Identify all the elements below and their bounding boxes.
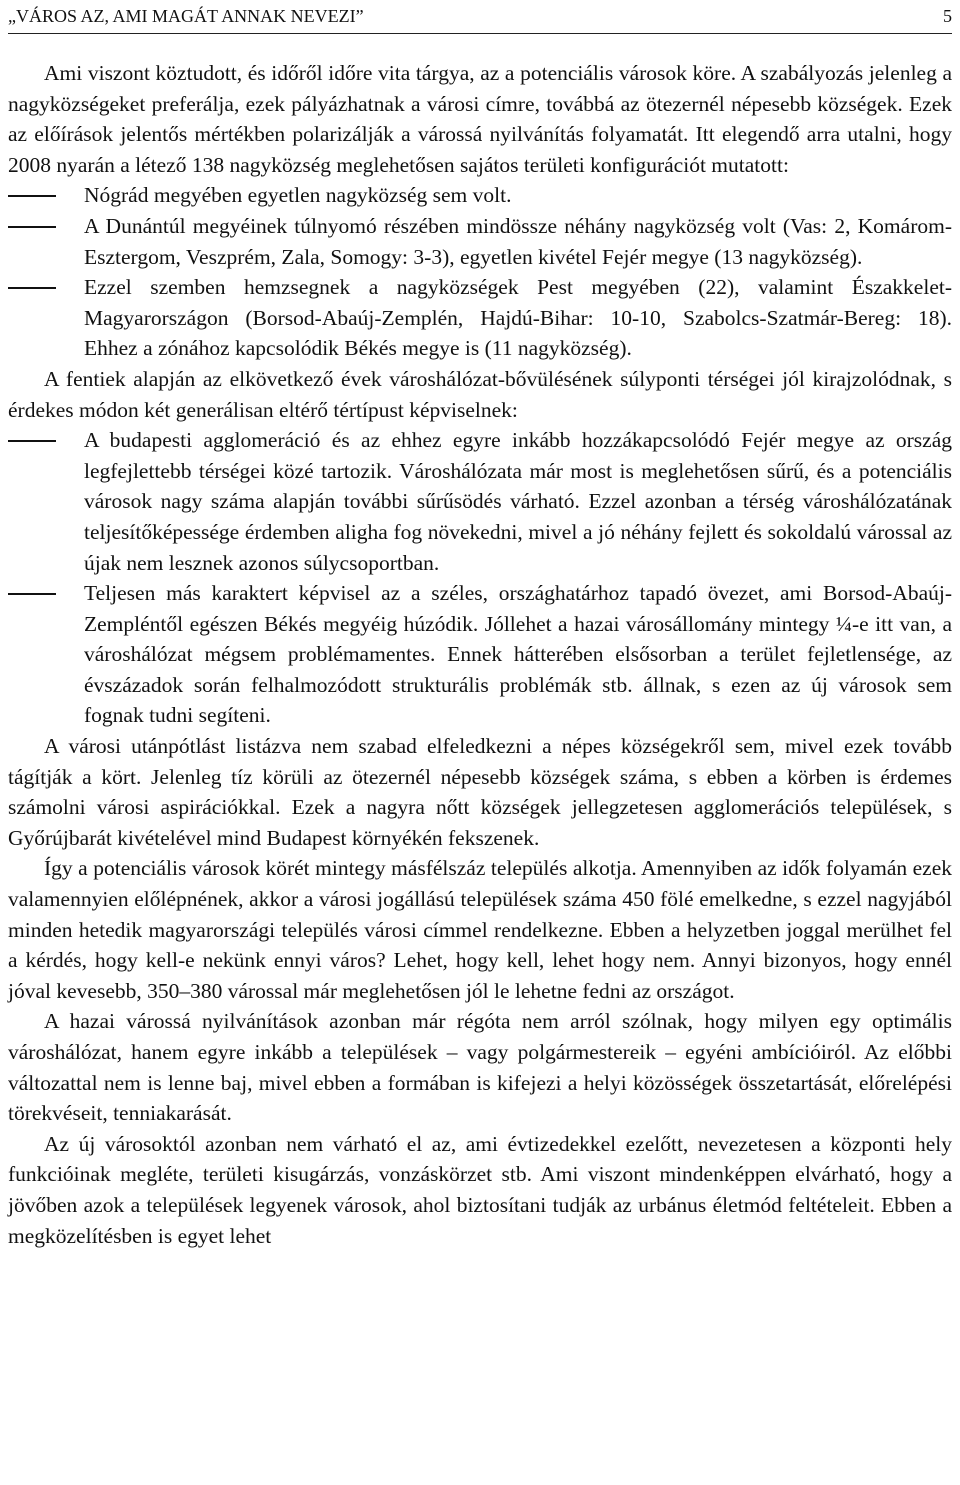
paragraph-4: Így a potenciális városok körét mintegy másfélszáz település alkotja. Amennyiben az idők folyamán ezek valamennyien előlépnének, akkor a városi jogállású települések száma 450 fölé emelkedne, s ezzel nagyjából minden hetedik magyarországi település városi címmel rendelkezne. Ebben a helyzetben joggal merülhet fel a kérdés, hogy kell-e nekünk ennyi város? Lehet, hogy kell, lehet hogy nem. Annyi bizonyos, hogy ennél jóval kevesebb, 350–380 várossal már meglehetősen jól le lehetne fedni az országot. bbox=[8, 856, 952, 1003]
paragraph-3: A városi utánpótlást listázva nem szabad elfeledkezni a népes községekről sem, mivel ezek tovább tágítják a kört. Jelenleg tíz körüli az ötezernél népesebb községek száma, s ebben a körben is érdemes számolni városi aspirációkkal. Ezek a nagyra nőtt községek jellegzetesen agglomerációs települések, s Győrújbarát kivételével mind Budapest környékén fekszenek. bbox=[8, 734, 952, 850]
list-item bbox=[8, 272, 952, 364]
page-number: 5 bbox=[943, 6, 952, 26]
paragraph-6: Az új városoktól azonban nem várható el az, ami évtizedekkel ezelőtt, nevezetesen a központi hely funkcióinak megléte, területi kisugárzás, vonzáskörzet stb. Ami viszont mindenképpen elvárható, hogy a jövőben azok a települések legyenek városok, ahol biztosítani tudják az urbánus életmód feltételeit. Ebben a megközelítésben is egyet lehet bbox=[8, 1131, 952, 1248]
header-rule bbox=[8, 33, 952, 34]
list-item bbox=[8, 578, 952, 731]
paragraph-5: A hazai várossá nyilvánítások azonban már régóta nem arról szólnak, hogy milyen egy optimális városhálózat, hanem egyre inkább a települések – vagy polgármestereik – egyéni ambícióiról. Az előbbi változattal nem is lenne baj, mivel ebben a formában is kifejezi a helyi közösségek összetartását, előrelépési törekvéseit, tenniakarását. bbox=[8, 1009, 952, 1126]
header-title: „VÁROS AZ, AMI MAGÁT ANNAK NEVEZI” bbox=[8, 6, 364, 26]
list-item-text: Nógrád megyében egyetlen nagyközség sem volt. bbox=[84, 183, 512, 208]
list-item-text: A budapesti agglomeráció és az ehhez egyre inkább hozzákapcsolódó Fejér megye az ország legfejlettebb térségei közé tartozik. Városhálózata már most is meglehetősen sűrű, és a potenciális városok nagy száma alapján további sűrűsödés várható. Ezzel azonban a térség városhálózatának teljesítőképessége érdemben aligha fog növekedni, mivel a jó néhány fejlett és sokoldalú várossal az újak nem lesznek azonos súlycsoportban. bbox=[84, 428, 952, 575]
list-item-text: A Dunántúl megyéinek túlnyomó részében mindössze néhány nagyközség volt (Vas: 2, Komárom-Esztergom, Veszprém, Zala, Somogy: 3-3), egyetlen kivétel Fejér megye (13 nagyközség). bbox=[84, 213, 952, 269]
body-text bbox=[8, 58, 952, 1251]
list-item bbox=[8, 211, 952, 272]
paragraph-1: Ami viszont köztudott, és időről időre vita tárgya, az a potenciális városok köre. A szabályozás jelenleg a nagyközségeket preferálja, ezek pályázhatnak a városi címre, továbbá az ötezernél népesebb községek. Ezek az előírások jelentős mértékben polarizálják a várossá nyilvánítás folyamatát. Itt elegendő arra utalni, hogy 2008 nyarán a létező 138 nagyközség meglehetősen sajátos területi konfigurációt mutatott: bbox=[8, 61, 952, 177]
list-item-text: Teljesen más karaktert képvisel az a széles, országhatárhoz tapadó övezet, ami Borsod-Abaúj-Zempléntől egészen Békés megyéig húzódik. Jóllehet a hazai városállomány mintegy ¼-e itt van, a városhálózat mégsem problémamentes. Ennek hátterében elsősorban a terület fejletlensége, az évszázadok során felhalmozódott strukturális problémák stb. állnak, s ezen az új városok sem fognak tudni segíteni. bbox=[84, 581, 952, 728]
paragraph-2: A fentiek alapján az elkövetkező évek városhálózat-bővülésének súlyponti térségei jól kirajzolódnak, s érdekes módon két generálisan eltérő tértípust képviselnek: bbox=[8, 366, 952, 422]
running-header bbox=[8, 5, 952, 27]
list-item bbox=[8, 425, 952, 578]
list-item-text: Ezzel szemben hemzsegnek a nagyközségek Pest megyében (22), valamint Északkelet-Magyarországon (Borsod-Abaúj-Zemplén, Hajdú-Bihar: 10-10, Szabolcs-Szatmár-Bereg: 18). Ehhez a zónához kapcsolódik Békés megye is (11 nagyközség). bbox=[84, 275, 952, 361]
list-item bbox=[8, 180, 952, 211]
